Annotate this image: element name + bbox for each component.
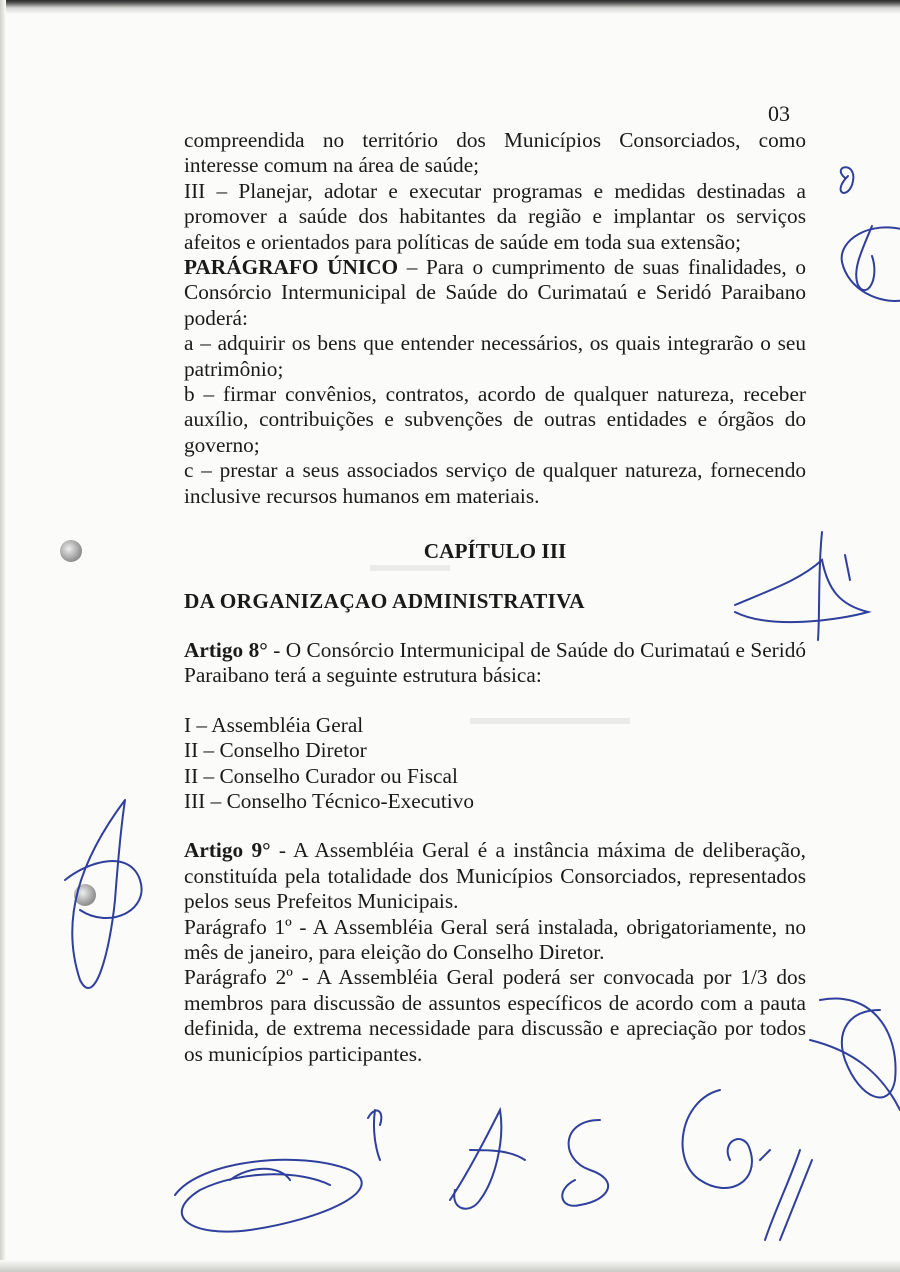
- spacer: [184, 565, 806, 589]
- structure-item: II – Conselho Diretor: [184, 738, 367, 763]
- margin-initials-top: [842, 227, 900, 301]
- document-body: [184, 128, 806, 1067]
- artigo-8-label: Artigo 8°: [184, 637, 268, 662]
- structure-item: I – Assembléia Geral: [184, 712, 364, 737]
- bottom-signature-6: [765, 1150, 812, 1240]
- scan-bottom-edge: [0, 1260, 900, 1272]
- scan-top-edge: [0, 0, 900, 14]
- margin-initials-mid: [818, 532, 822, 640]
- page-number: 03: [768, 101, 790, 126]
- bottom-signature-3: [450, 1110, 525, 1209]
- margin-initials-top: [856, 226, 874, 290]
- artigo-9: [184, 838, 806, 914]
- paragrafo-unico-item-c: c – prestar a seus associados serviço de qualquer natureza, fornecendo inclusive recursos humanos em materiais.: [184, 458, 806, 508]
- item-iii-paragraph: III – Planejar, adotar e executar programas e medidas destinadas a promover a saúde dos habitantes da região e implantar os serviços afeitos e orientados para políticas de saúde em toda sua extensão;: [184, 178, 806, 254]
- bottom-signature-2: [368, 1110, 381, 1160]
- artigo-8: [184, 638, 806, 689]
- spacer: [184, 509, 806, 539]
- paragrafo-unico-item-b: b – firmar convênios, contratos, acordo de qualquer natureza, receber auxílio, contribuições e subvenções de outras entidades e órgãos do governo;: [184, 382, 806, 457]
- structure-item: III – Conselho Técnico-Executivo: [184, 788, 474, 813]
- paragrafo-unico: [184, 255, 806, 331]
- punch-hole-mark: [74, 884, 96, 906]
- bottom-signature-1: [230, 1169, 290, 1180]
- margin-signature-right: [820, 998, 896, 1097]
- scan-left-edge: [0, 0, 6, 1272]
- paragrafo-unico-item-a: a – adquirir os bens que entender necessários, os quais integrarão o seu patrimônio;: [184, 331, 806, 381]
- intro-continuation: compreendida no território dos Municípios Consorciados, como interesse comum na área de saúde;: [184, 128, 806, 178]
- section-title: DA ORGANIZAÇAO ADMINISTRATIVA: [184, 588, 585, 613]
- artigo-9-paragrafo-1: Parágrafo 1º - A Assembléia Geral será instalada, obrigatoriamente, no mês de janeiro, para eleição do Conselho Diretor.: [184, 914, 806, 964]
- bottom-signature-5: [683, 1090, 770, 1188]
- margin-initials-mid: [845, 555, 850, 580]
- paragrafo-unico-label: PARÁGRAFO ÚNICO: [184, 255, 399, 280]
- artigo-9-paragrafo-2: Parágrafo 2º - A Assembléia Geral poderá ser convocada por 1/3 dos membros para discussão de assuntos específicos de acordo com a pauta definida, de extrema necessidade para discussão e apreciação por todos os municípios participantes.: [184, 965, 806, 1066]
- paragrafo-unico-text: – Para o cumprimento de suas finalidades, o Consórcio Intermunicipal de Saúde do Curimataú e Seridó Paraibano poderá:: [184, 255, 806, 330]
- bottom-signature-4: [562, 1120, 608, 1206]
- spacer: [184, 814, 806, 838]
- bleed-through-shadow: ▬▬▬▬: [370, 554, 450, 576]
- punch-hole-mark: [60, 540, 82, 562]
- margin-initials-top: [841, 167, 854, 193]
- structure-item: II – Conselho Curador ou Fiscal: [184, 763, 458, 788]
- chapter-title: CAPÍTULO III: [423, 539, 567, 564]
- bleed-through-shadow: ▬▬▬▬▬▬▬▬: [470, 707, 630, 729]
- bottom-signature-1: [175, 1160, 362, 1232]
- spacer: [184, 689, 806, 713]
- artigo-9-label: Artigo 9°: [184, 838, 271, 863]
- margin-signature-right: [810, 1040, 900, 1110]
- artigo-8-text: - O Consórcio Intermunicipal de Saúde do Curimataú e Seridó Paraibano terá a seguinte estrutura básica:: [184, 637, 806, 688]
- spacer: [184, 614, 806, 638]
- artigo-9-text: - A Assembléia Geral é a instância máxima de deliberação, constituída pela totalidade dos Municípios Consorciados, representados pelos seus Prefeitos Municipais.: [184, 838, 806, 914]
